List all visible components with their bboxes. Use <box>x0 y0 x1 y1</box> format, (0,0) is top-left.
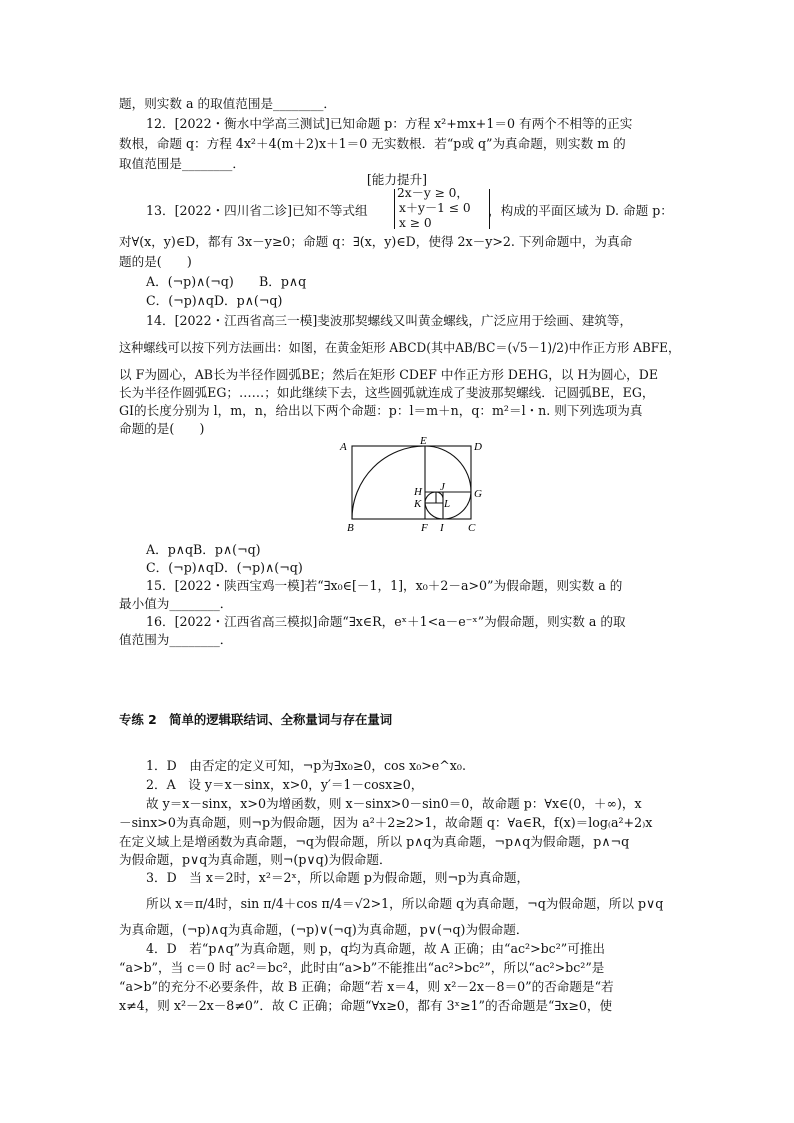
answer-line: “a>b”的充分不必要条件，故 B 正确；命题“若 x＝4，则 x²－2x－8＝0”的否命题是“若 <box>119 979 614 994</box>
inequality-1: 2x－y ≥ 0， <box>397 186 469 200</box>
point-label-k: K <box>414 498 422 510</box>
inequality-2: x＋y－1 ≤ 0 <box>399 201 471 215</box>
problem-12-line-2: 数根，命题 q：方程 4x²＋4(m＋2)x＋1＝0 无实数根．若“p或 q”为真命题，则实数 m 的 <box>119 136 626 151</box>
point-label-d: D <box>474 441 482 453</box>
point-label-a: A <box>340 441 347 453</box>
point-label-j: J <box>440 481 445 493</box>
point-label-h: H <box>414 486 422 498</box>
answer-line: 所以 x＝π/4时，sin π/4＋cos π/4＝√2>1，所以命题 q为真命题，¬q为假命题，所以 p∨q <box>146 896 664 911</box>
option-row: A．(¬p)∧(¬q) B．p∧q <box>146 274 307 289</box>
point-label-c: C <box>468 522 476 534</box>
section-title: [能力提升] <box>366 172 428 187</box>
problem-16-line-1: 16．[2022・江西省高三模拟]命题“∃x∈R，eˣ＋1<a－e⁻ˣ”为假命题，则实数 a 的取 <box>146 614 626 629</box>
golden-rectangle <box>352 446 471 519</box>
answer-line: 2．A 设 y＝x－sinx，x>0，y′＝1－cosx≥0， <box>146 777 424 792</box>
problem-13-line-3: 题的是( ) <box>119 254 192 269</box>
spiral-arc <box>352 446 471 519</box>
problem-15-line-1: 15．[2022・陕西宝鸡一模]若“∃x₀∈[－1，1]，x₀＋2－a>0”为假命题，则实数 a 的 <box>146 578 623 593</box>
golden-spiral-figure <box>0 437 794 537</box>
point-label-g: G <box>474 488 482 500</box>
problem-13-stem: 13．[2022・四川省二诊]已知不等式组 <box>146 203 368 218</box>
problem-15-line-2: 最小值为________． <box>119 596 233 611</box>
answer-line: x≠4，则 x²－2x－8≠0”．故 C 正确；命题“∀x≥0，都有 3ˣ≥1”的否命题是“∃x≥0，使 <box>119 998 613 1013</box>
point-label-i: I <box>440 522 444 534</box>
problem-16-line-2: 值范围为________． <box>119 632 233 647</box>
problem-14-line-2: 这种螺线可以按下列方法画出：如图，在黄金矩形 ABCD(其中AB/BC＝(√5－1)/2)中作正方形 ABFE， <box>119 340 681 355</box>
problem-12-line-3: 取值范围是________． <box>119 156 245 171</box>
point-label-l: L <box>444 498 451 510</box>
inequality-system <box>399 186 485 232</box>
answer-line: 为真命题，(¬p)∧q为真命题，(¬p)∨(¬q)为真命题，p∨(¬q)为假命题． <box>119 922 529 937</box>
answer-line: 故 y＝x－sinx，x>0为增函数，则 x－sinx>0－sin0＝0，故命题 p：∀x∈(0，＋∞)，x <box>146 796 642 811</box>
answer-line: －sinx>0为真命题，则¬p为假命题，因为 a²＋2≥2>1，故命题 q：∀a∈R，f(x)＝log₍a²+2₎x <box>119 815 653 830</box>
problem-13-stem-cont: ，构成的平面区域为 D. 命题 p： <box>488 203 673 218</box>
point-label-f: F <box>421 522 428 534</box>
option-row: A．p∧qB．p∧(¬q) <box>146 542 261 557</box>
inequality-3: x ≥ 0 <box>399 216 432 230</box>
answers-title: 专练 2 简单的逻辑联结词、全称量词与存在量词 <box>119 712 393 727</box>
problem-13-line-2: 对∀(x，y)∈D，都有 3x－y≥0；命题 q：∃(x，y)∈D，使得 2x－y>2. 下列命题中，为真命 <box>119 234 633 249</box>
option-row: C．(¬p)∧qD．(¬p)∧(¬q) <box>146 560 303 575</box>
problem-14-line-1: 14．[2022・江西省高三一模]斐波那契螺线又叫黄金螺线，广泛应用于绘画、建筑等， <box>146 313 633 328</box>
option-row: C．(¬p)∧qD．p∧(¬q) <box>146 293 283 308</box>
point-label-b: B <box>347 522 354 534</box>
answer-line: 1．D 由否定的定义可知，¬p为∃x₀≥0，cos x₀>e^x₀. <box>146 758 466 773</box>
answer-line: 3．D 当 x＝2时，x²＝2ˣ，所以命题 p为假命题，则¬p为真命题， <box>146 870 530 885</box>
answer-line: 在定义域上是增函数为真命题，¬q为假命题，所以 p∧q为真命题，¬p∧q为假命题，p∧¬q <box>119 834 630 849</box>
point-label-e: E <box>420 437 427 447</box>
problem-14-line-4: 长为半径作圆弧EG；……；如此继续下去，这些圆弧就连成了斐波那契螺线．记圆弧BE，EG， <box>119 385 655 400</box>
answer-line: “a>b”，当 c＝0 时 ac²＝bc²，此时由“a>b”不能推出“ac²>bc²”，所以“ac²>bc²”是 <box>119 960 605 975</box>
problem-14-line-6: 命题的是( ) <box>119 421 205 436</box>
answer-line: 为假命题，p∨q为真命题，则¬(p∨q)为假命题． <box>119 852 392 867</box>
problem-12-line-1: 12．[2022・衡水中学高三测试]已知命题 p：方程 x²+mx+1＝0 有两个不相等的正实 <box>146 116 633 131</box>
problem-14-line-5: GI的长度分别为 l，m，n，给出以下两个命题：p：l＝m＋n，q：m²＝l・n. 则下列选项为真 <box>119 403 643 418</box>
problem-14-line-3: 以 F为圆心，AB长为半径作圆弧BE；然后在矩形 CDEF 中作正方形 DEHG，以 H为圆心，DE <box>119 367 659 382</box>
answer-line: 4．D 若“p∧q”为真命题，则 p，q均为真命题，故 A 正确；由“ac²>bc²”可推出 <box>146 941 606 956</box>
problem-line: 题，则实数 a 的取值范围是________． <box>119 96 337 111</box>
